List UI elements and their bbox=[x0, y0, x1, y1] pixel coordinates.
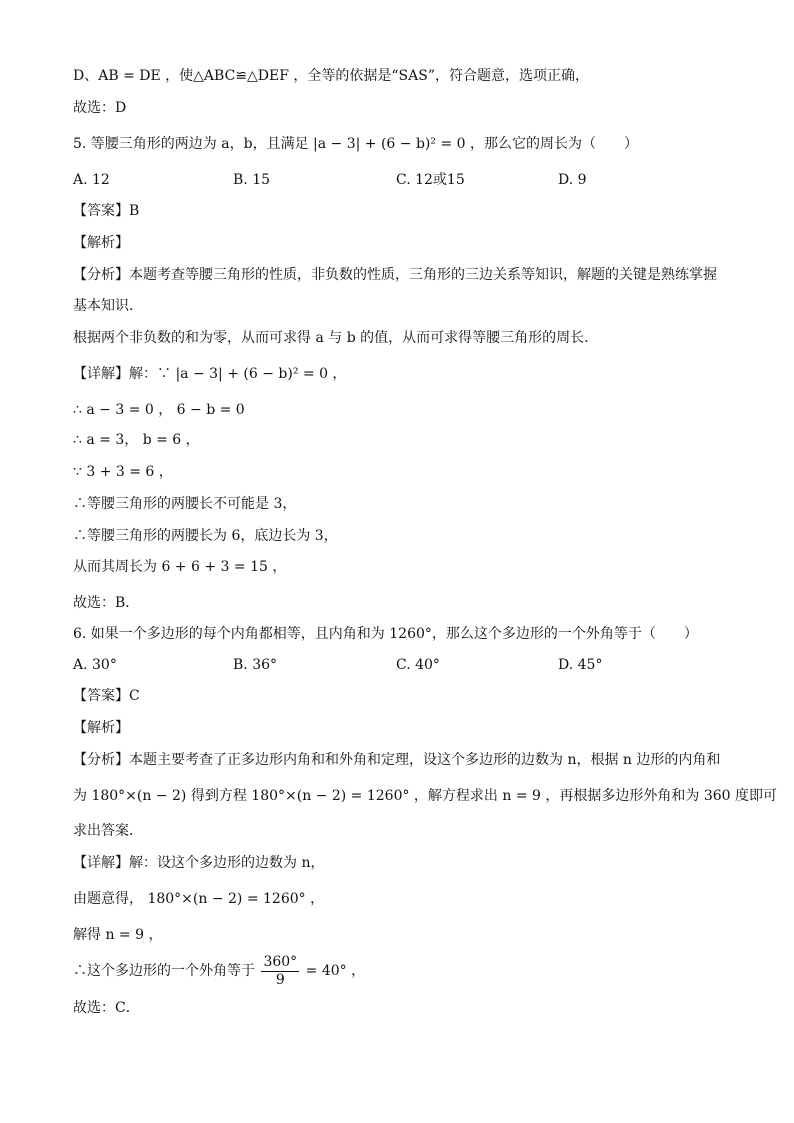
q6-analysis-text-end: 求出答案． bbox=[73, 823, 143, 839]
q5-analysis-text: 【分析】本题考查等腰三角形的性质，非负数的性质，三角形的三边关系等知识，解题的关键是熟练掌握 bbox=[73, 267, 717, 283]
q6-step-2: 解得 n = 9 ， bbox=[73, 927, 163, 943]
choice-b: B. 36° bbox=[233, 657, 278, 673]
q5-step-3: ∵ 3 + 3 = 6 ， bbox=[73, 464, 173, 480]
q6-analysis-text: 【分析】本题主要考查了正多边形内角和和外角和定理，设这个多边形的边数为 n，根据 n 边形的内角和 bbox=[73, 752, 721, 768]
choice-c: C. 12或15 bbox=[396, 172, 465, 188]
choice-d: D. 45° bbox=[558, 657, 603, 673]
q5-solution-start: 【详解】解：∵ |a − 3| + (6 − b)² = 0 ， bbox=[73, 366, 347, 382]
q6-analysis-heading: 【解析】 bbox=[73, 720, 129, 736]
q6-step-3 bbox=[73, 952, 365, 990]
q6-answer: 【答案】C bbox=[73, 688, 140, 704]
choice-d: D. 9 bbox=[558, 172, 587, 188]
choice-b: B. 15 bbox=[233, 172, 271, 188]
fraction-denominator: 9 bbox=[275, 971, 285, 988]
q6-final-answer: 故选：C． bbox=[73, 1000, 140, 1016]
question-6-stem: 6. 如果一个多边形的每个内角都相等，且内角和为 1260°，那么这个多边形的一个外角等于（ ） bbox=[73, 626, 698, 642]
q6-step-3-prefix: ∴这个多边形的一个外角等于 bbox=[73, 963, 255, 979]
q5-step-5: ∴等腰三角形的两腰长为 6，底边长为 3， bbox=[73, 528, 338, 544]
q6-analysis-text-cont: 为 180°×(n − 2) 得到方程 180°×(n − 2) = 1260° ，解方程求出 n = 9 ，再根据多边形外角和为 360 度即可 bbox=[73, 788, 777, 804]
q5-step-6: 从而其周长为 6 + 6 + 3 = 15 ， bbox=[73, 559, 287, 575]
q5-answer: 【答案】B bbox=[73, 203, 140, 219]
q6-step-3-suffix: = 40° ， bbox=[305, 963, 366, 979]
choice-a: A. 30° bbox=[73, 657, 117, 673]
q5-final-answer: 故选：B． bbox=[73, 595, 140, 611]
q6-step-1: 由题意得， 180°×(n − 2) = 1260° ， bbox=[73, 891, 325, 907]
fraction-numerator: 360° bbox=[263, 953, 298, 970]
choice-a: A. 12 bbox=[73, 172, 110, 188]
q5-analysis-heading: 【解析】 bbox=[73, 235, 129, 251]
q5-step-2: ∴ a = 3， b = 6 ， bbox=[73, 432, 200, 448]
choice-c: C. 40° bbox=[396, 657, 440, 673]
fraction bbox=[261, 954, 299, 989]
q6-solution-start: 【详解】解：设这个多边形的边数为 n， bbox=[73, 855, 325, 871]
q5-analysis-text-cont: 基本知识． bbox=[73, 298, 143, 314]
question-5-choices bbox=[0, 170, 794, 190]
question-5-stem: 5. 等腰三角形的两边为 a，b，且满足 |a − 3| + (6 − b)² = 0 ，那么它的周长为（ ） bbox=[73, 136, 638, 152]
option-d-explanation: D、AB = DE ，使△ABC≌△DEF ，全等的依据是“SAS”，符合题意，选项正确， bbox=[73, 68, 589, 84]
question-6-choices bbox=[0, 655, 794, 675]
q4-final-answer: 故选：D bbox=[73, 100, 127, 116]
q5-step-4: ∴等腰三角形的两腰长不可能是 3， bbox=[73, 496, 297, 512]
q5-approach: 根据两个非负数的和为零，从而可求得 a 与 b 的值，从而可求得等腰三角形的周长． bbox=[73, 330, 599, 346]
q5-step-1: ∴ a − 3 = 0 ， 6 − b = 0 bbox=[73, 402, 245, 418]
